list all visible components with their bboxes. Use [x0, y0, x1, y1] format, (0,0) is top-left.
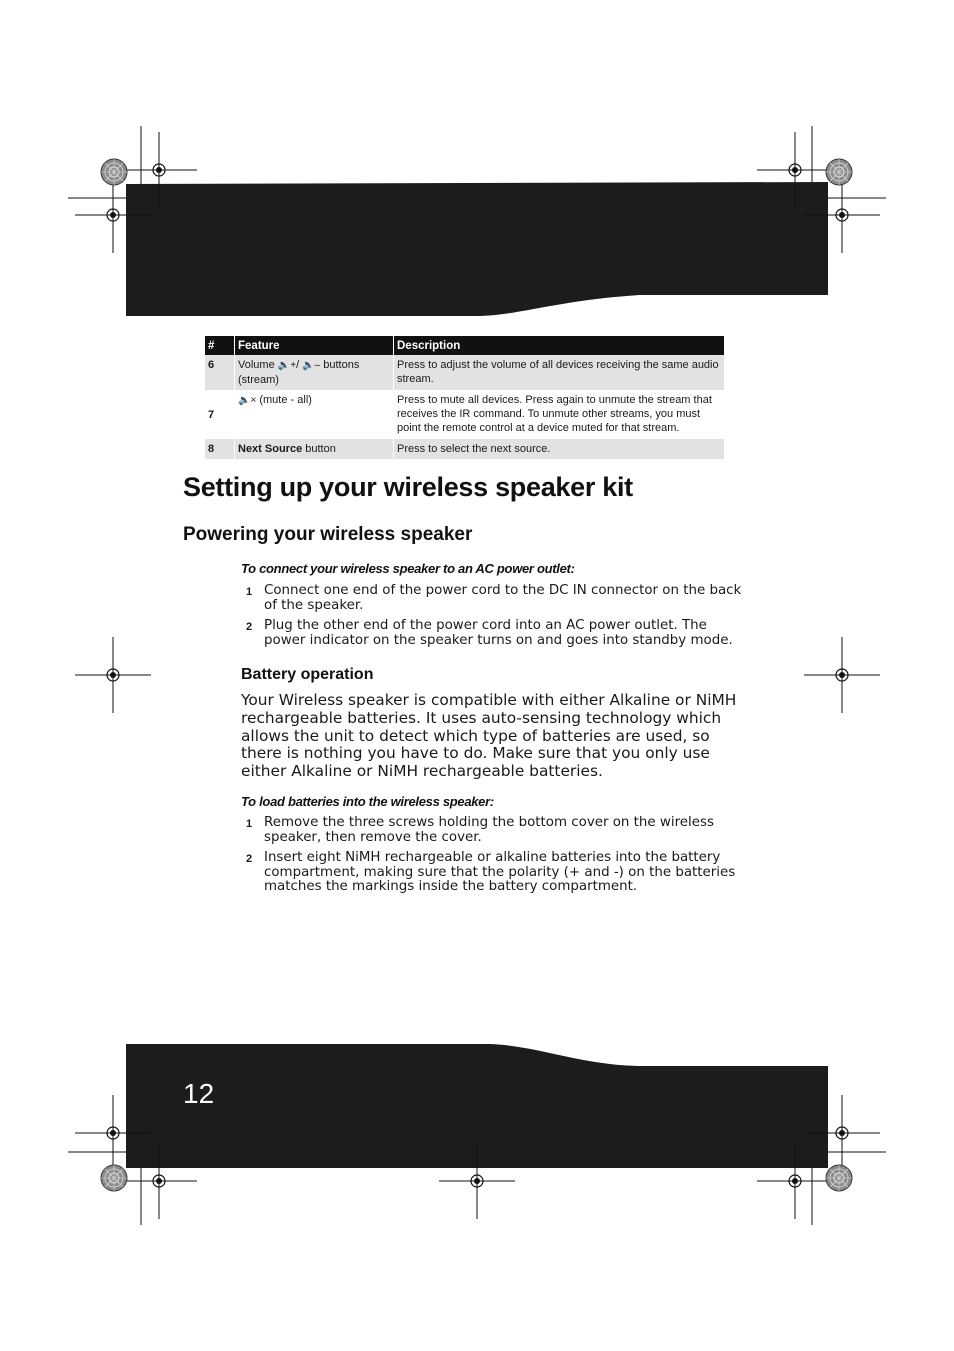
feature-bold: Next Source	[238, 443, 303, 455]
step-text: Plug the other end of the power cord into an AC power outlet. The power indicator on the speaker turns on and goes into standby mode.	[264, 618, 733, 648]
mute-icon: 🔈×	[238, 395, 257, 406]
step-number: 2	[246, 853, 253, 865]
row-description: Press to mute all devices. Press again to unmute the stream that receives the IR command. To unmute other streams, you must point the remote control at a device muted for that stream.	[397, 394, 712, 434]
subsection-heading: Battery operation	[241, 666, 374, 683]
main-heading: Setting up your wireless speaker kit	[183, 472, 633, 502]
table-row	[205, 355, 724, 390]
feature-suffix: buttons (stream)	[238, 359, 360, 386]
table-row	[205, 439, 724, 459]
step-text: Insert eight NiMH rechargeable or alkaline batteries into the battery compartment, making sure that the polarity (+ and -) on the batteries matches the markings inside the battery compartment.	[264, 850, 736, 894]
row-number: 6	[205, 355, 235, 390]
step-text: Remove the three screws holding the bottom cover on the wireless speaker, then remove the cover.	[264, 815, 714, 845]
feature-suffix: (mute - all)	[259, 394, 312, 406]
battery-paragraph: Your Wireless speaker is compatible with either Alkaline or NiMH rechargeable batteries. It uses auto-sensing technology which allows the unit to detect which type of batteries are used, so there is nothing you have to do. Make sure that you only use either Alkaline or NiMH rechargeable batteries.	[241, 691, 737, 781]
row-number: 7	[205, 390, 235, 439]
header-num: #	[205, 336, 235, 355]
step-text: Connect one end of the power cord to the DC IN connector on the back of the speaker.	[264, 583, 742, 613]
volume-up-icon: 🔈+	[277, 360, 297, 371]
feature-label: Volume	[238, 359, 275, 371]
page-number: 12	[183, 1078, 215, 1109]
step-number: 2	[246, 621, 253, 633]
step-number: 1	[246, 818, 253, 830]
row-feature	[235, 390, 394, 439]
volume-down-icon: 🔈–	[302, 360, 321, 371]
procedure-title-battery: To load batteries into the wireless speaker:	[241, 794, 494, 809]
table-header-row	[205, 336, 724, 355]
step-number: 1	[246, 586, 253, 598]
section-heading: Powering your wireless speaker	[183, 524, 473, 545]
procedure-title-ac: To connect your wireless speaker to an AC power outlet:	[241, 561, 575, 576]
row-feature: Volume 🔈+/ 🔈– buttons (stream)	[235, 355, 394, 390]
header-feature: Feature	[235, 336, 394, 355]
row-number: 8	[205, 439, 235, 459]
table-row	[205, 390, 724, 439]
row-description: Press to select the next source.	[394, 439, 725, 459]
row-description: Press to adjust the volume of all devices receiving the same audio stream.	[394, 355, 725, 390]
header-description: Description	[394, 336, 725, 355]
row-feature	[235, 439, 394, 459]
feature-suffix: button	[305, 443, 336, 455]
top-band	[126, 182, 828, 316]
feature-table	[205, 336, 724, 459]
